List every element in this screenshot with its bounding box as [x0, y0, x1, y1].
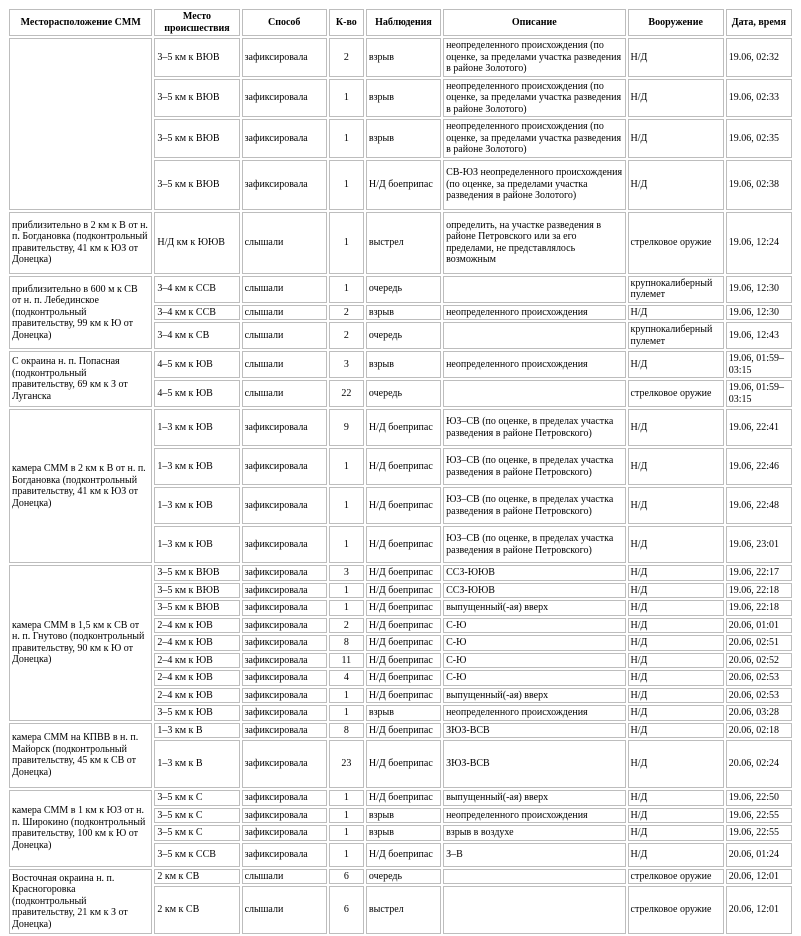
- cell-method: зафиксировала: [242, 448, 327, 485]
- cell-description: С-Ю: [443, 653, 625, 669]
- cell-method: зафиксировала: [242, 808, 327, 824]
- cell-datetime: 20.06, 03:28: [726, 705, 792, 721]
- cell-place: 1–3 км к ЮВ: [154, 409, 239, 446]
- cell-description: ЗЮЗ-ВСВ: [443, 723, 625, 739]
- cell-observation: взрыв: [366, 808, 441, 824]
- cell-datetime: 19.06, 12:43: [726, 322, 792, 349]
- cell-datetime: 20.06, 12:01: [726, 886, 792, 934]
- cell-location: камера СММ в 2 км к В от н. п. Богдановка (подконтрольный правительству, 41 км к ЮЗ от Донецка): [9, 409, 152, 563]
- cell-place: 3–5 км к С: [154, 790, 239, 806]
- cell-weapon: крупнокалиберный пулемет: [628, 276, 724, 303]
- cell-count: 1: [329, 825, 364, 841]
- cell-count: 11: [329, 653, 364, 669]
- cell-weapon: Н/Д: [628, 79, 724, 118]
- cell-method: слышали: [242, 869, 327, 885]
- cell-place: 3–5 км к ВЮВ: [154, 160, 239, 210]
- cell-observation: очередь: [366, 380, 441, 407]
- table-row: [9, 790, 792, 806]
- cell-place: 3–5 км к ВЮВ: [154, 119, 239, 158]
- table-row: [9, 723, 792, 739]
- cell-observation: очередь: [366, 322, 441, 349]
- cell-description: неопределенного происхождения: [443, 305, 625, 321]
- cell-observation: взрыв: [366, 79, 441, 118]
- header-count: К-во: [329, 9, 364, 36]
- cell-place: 4–5 км к ЮВ: [154, 380, 239, 407]
- cell-description: С-Ю: [443, 670, 625, 686]
- cell-datetime: 19.06, 23:01: [726, 526, 792, 563]
- cell-weapon: Н/Д: [628, 119, 724, 158]
- cell-place: 3–5 км к ВЮВ: [154, 565, 239, 581]
- cell-weapon: Н/Д: [628, 653, 724, 669]
- cell-weapon: крупнокалиберный пулемет: [628, 322, 724, 349]
- cell-datetime: 20.06, 02:53: [726, 688, 792, 704]
- table-row: [9, 276, 792, 303]
- cell-method: зафиксировала: [242, 409, 327, 446]
- cell-location: камера СММ в 1,5 км к СВ от н. п. Гнутово (подконтрольный правительству, 90 км к Ю от Донецка): [9, 565, 152, 721]
- cell-description: ССЗ-ЮЮВ: [443, 583, 625, 599]
- cell-count: 2: [329, 618, 364, 634]
- cell-place: 3–4 км к ССВ: [154, 305, 239, 321]
- cell-description: неопределенного происхождения: [443, 705, 625, 721]
- cell-count: 8: [329, 723, 364, 739]
- cell-place: 3–5 км к ВЮВ: [154, 600, 239, 616]
- cell-datetime: 20.06, 02:52: [726, 653, 792, 669]
- cell-method: зафиксировала: [242, 670, 327, 686]
- cell-count: 1: [329, 705, 364, 721]
- cell-place: 2–4 км к ЮВ: [154, 618, 239, 634]
- table-row: [9, 351, 792, 378]
- cell-method: зафиксировала: [242, 79, 327, 118]
- cell-observation: очередь: [366, 869, 441, 885]
- cell-method: зафиксировала: [242, 740, 327, 788]
- cell-location: С окраина н. п. Попасная (подконтрольный правительству, 69 км к З от Луганска: [9, 351, 152, 407]
- cell-count: 3: [329, 565, 364, 581]
- cell-count: 6: [329, 886, 364, 934]
- cell-location: камера СММ в 1 км к ЮЗ от н. п. Широкино (подконтрольный правительству, 100 км к Ю от Донецка): [9, 790, 152, 867]
- cell-description: З–В: [443, 843, 625, 867]
- cell-method: зафиксировала: [242, 790, 327, 806]
- cell-description: [443, 869, 625, 885]
- cell-description: ЗЮЗ-ВСВ: [443, 740, 625, 788]
- cell-count: 1: [329, 526, 364, 563]
- cell-location: [9, 38, 152, 210]
- cell-method: зафиксировала: [242, 825, 327, 841]
- cell-method: зафиксировала: [242, 600, 327, 616]
- cell-count: 1: [329, 448, 364, 485]
- cell-observation: взрыв: [366, 305, 441, 321]
- cell-count: 9: [329, 409, 364, 446]
- cell-weapon: Н/Д: [628, 600, 724, 616]
- cell-description: выпущенный(-ая) вверх: [443, 790, 625, 806]
- cell-method: зафиксировала: [242, 843, 327, 867]
- cell-description: [443, 886, 625, 934]
- table-row: [9, 212, 792, 274]
- cell-description: [443, 276, 625, 303]
- cell-method: слышали: [242, 886, 327, 934]
- cell-count: 1: [329, 212, 364, 274]
- cell-weapon: Н/Д: [628, 670, 724, 686]
- cell-observation: Н/Д боеприпас: [366, 600, 441, 616]
- cell-method: слышали: [242, 351, 327, 378]
- cell-description: ЮЗ–СВ (по оценке, в пределах участка разведения в районе Петровского): [443, 526, 625, 563]
- cell-method: слышали: [242, 322, 327, 349]
- cell-place: 1–3 км к В: [154, 740, 239, 788]
- cell-place: Н/Д км к ЮЮВ: [154, 212, 239, 274]
- cell-place: 3–5 км к ЮВ: [154, 705, 239, 721]
- cell-weapon: стрелковое оружие: [628, 886, 724, 934]
- cell-datetime: 19.06, 22:46: [726, 448, 792, 485]
- cell-count: 6: [329, 869, 364, 885]
- cell-observation: Н/Д боеприпас: [366, 843, 441, 867]
- cell-description: неопределенного происхождения (по оценке, за пределами участка разведения в районе Золотого): [443, 38, 625, 77]
- cell-count: 2: [329, 322, 364, 349]
- cell-place: 2–4 км к ЮВ: [154, 635, 239, 651]
- cell-description: неопределенного происхождения: [443, 808, 625, 824]
- cell-place: 3–5 км к ССВ: [154, 843, 239, 867]
- cell-method: зафиксировала: [242, 38, 327, 77]
- cell-description: ЮЗ–СВ (по оценке, в пределах участка разведения в районе Петровского): [443, 448, 625, 485]
- cell-datetime: 19.06, 12:30: [726, 305, 792, 321]
- cell-description: ЮЗ–СВ (по оценке, в пределах участка разведения в районе Петровского): [443, 409, 625, 446]
- cell-datetime: 19.06, 22:48: [726, 487, 792, 524]
- cell-place: 3–5 км к ВЮВ: [154, 583, 239, 599]
- cell-weapon: Н/Д: [628, 740, 724, 788]
- cell-weapon: Н/Д: [628, 705, 724, 721]
- header-method: Способ: [242, 9, 327, 36]
- cell-weapon: Н/Д: [628, 526, 724, 563]
- cell-description: выпущенный(-ая) вверх: [443, 600, 625, 616]
- cell-datetime: 19.06, 02:33: [726, 79, 792, 118]
- header-place: Место происшествия: [154, 9, 239, 36]
- cell-datetime: 20.06, 12:01: [726, 869, 792, 885]
- cell-datetime: 20.06, 01:24: [726, 843, 792, 867]
- cell-method: зафиксировала: [242, 705, 327, 721]
- cell-datetime: 19.06, 22:41: [726, 409, 792, 446]
- cell-datetime: 19.06, 22:18: [726, 583, 792, 599]
- cell-observation: Н/Д боеприпас: [366, 583, 441, 599]
- cell-place: 1–3 км к ЮВ: [154, 448, 239, 485]
- cell-place: 1–3 км к ЮВ: [154, 526, 239, 563]
- cell-description: неопределенного происхождения (по оценке, за пределами участка разведения в районе Золотого): [443, 119, 625, 158]
- cell-datetime: 19.06, 22:50: [726, 790, 792, 806]
- cell-location: Восточная окраина н. п. Красногоровка (подконтрольный правительству, 21 км к З от Донецка): [9, 869, 152, 935]
- cell-count: 2: [329, 305, 364, 321]
- cell-weapon: Н/Д: [628, 38, 724, 77]
- table-body: [9, 38, 792, 934]
- cell-description: неопределенного происхождения (по оценке, за пределами участка разведения в районе Золотого): [443, 79, 625, 118]
- header-description: Описание: [443, 9, 625, 36]
- cell-count: 1: [329, 688, 364, 704]
- cell-description: взрыв в воздухе: [443, 825, 625, 841]
- header-datetime: Дата, время: [726, 9, 792, 36]
- cell-observation: взрыв: [366, 351, 441, 378]
- cell-description: ЮЗ–СВ (по оценке, в пределах участка разведения в районе Петровского): [443, 487, 625, 524]
- cell-observation: Н/Д боеприпас: [366, 790, 441, 806]
- cell-observation: Н/Д боеприпас: [366, 565, 441, 581]
- cell-description: выпущенный(-ая) вверх: [443, 688, 625, 704]
- table-row: [9, 38, 792, 77]
- cell-place: 2–4 км к ЮВ: [154, 653, 239, 669]
- cell-weapon: Н/Д: [628, 160, 724, 210]
- cell-datetime: 19.06, 22:18: [726, 600, 792, 616]
- ceasefire-violations-table: [7, 7, 794, 936]
- cell-count: 1: [329, 276, 364, 303]
- cell-description: определить, на участке разведения в районе Петровского или за его пределами, не представлялось возможным: [443, 212, 625, 274]
- cell-count: 4: [329, 670, 364, 686]
- cell-method: слышали: [242, 212, 327, 274]
- cell-place: 3–5 км к ВЮВ: [154, 79, 239, 118]
- cell-description: [443, 380, 625, 407]
- cell-datetime: 20.06, 02:51: [726, 635, 792, 651]
- cell-observation: взрыв: [366, 38, 441, 77]
- cell-observation: Н/Д боеприпас: [366, 409, 441, 446]
- cell-datetime: 19.06, 01:59–03:15: [726, 351, 792, 378]
- cell-description: С-Ю: [443, 635, 625, 651]
- cell-place: 3–5 км к ВЮВ: [154, 38, 239, 77]
- cell-count: 22: [329, 380, 364, 407]
- cell-place: 3–4 км к ССВ: [154, 276, 239, 303]
- cell-place: 2–4 км к ЮВ: [154, 670, 239, 686]
- cell-datetime: 20.06, 01:01: [726, 618, 792, 634]
- cell-count: 8: [329, 635, 364, 651]
- cell-place: 2–4 км к ЮВ: [154, 688, 239, 704]
- cell-count: 23: [329, 740, 364, 788]
- cell-description: [443, 322, 625, 349]
- cell-weapon: Н/Д: [628, 448, 724, 485]
- table-header-row: [9, 9, 792, 36]
- cell-weapon: Н/Д: [628, 790, 724, 806]
- header-observation: Наблюдения: [366, 9, 441, 36]
- cell-observation: взрыв: [366, 705, 441, 721]
- cell-method: зафиксировала: [242, 487, 327, 524]
- cell-method: зафиксировала: [242, 653, 327, 669]
- cell-count: 1: [329, 160, 364, 210]
- cell-datetime: 19.06, 01:59–03:15: [726, 380, 792, 407]
- cell-weapon: Н/Д: [628, 635, 724, 651]
- cell-description: ССЗ-ЮЮВ: [443, 565, 625, 581]
- table-row: [9, 409, 792, 446]
- cell-count: 1: [329, 487, 364, 524]
- cell-datetime: 19.06, 22:55: [726, 808, 792, 824]
- cell-weapon: Н/Д: [628, 723, 724, 739]
- cell-place: 1–3 км к ЮВ: [154, 487, 239, 524]
- cell-datetime: 19.06, 02:32: [726, 38, 792, 77]
- cell-location: приблизительно в 2 км к В от н. п. Богдановка (подконтрольный правительству, 41 км к ЮЗ от Донецка): [9, 212, 152, 274]
- cell-weapon: стрелковое оружие: [628, 869, 724, 885]
- cell-count: 1: [329, 79, 364, 118]
- cell-datetime: 19.06, 12:24: [726, 212, 792, 274]
- cell-count: 1: [329, 808, 364, 824]
- cell-observation: Н/Д боеприпас: [366, 670, 441, 686]
- cell-weapon: Н/Д: [628, 808, 724, 824]
- cell-observation: взрыв: [366, 825, 441, 841]
- cell-observation: взрыв: [366, 119, 441, 158]
- cell-weapon: Н/Д: [628, 843, 724, 867]
- cell-datetime: 19.06, 02:38: [726, 160, 792, 210]
- cell-method: зафиксировала: [242, 618, 327, 634]
- cell-description: СВ-ЮЗ неопределенного происхождения (по оценке, за пределами участка разведения в районе Золотого): [443, 160, 625, 210]
- cell-observation: Н/Д боеприпас: [366, 635, 441, 651]
- cell-datetime: 19.06, 22:55: [726, 825, 792, 841]
- table-row: [9, 565, 792, 581]
- cell-observation: выстрел: [366, 886, 441, 934]
- cell-datetime: 20.06, 02:24: [726, 740, 792, 788]
- cell-count: 1: [329, 600, 364, 616]
- cell-observation: Н/Д боеприпас: [366, 526, 441, 563]
- cell-method: зафиксировала: [242, 583, 327, 599]
- cell-observation: Н/Д боеприпас: [366, 740, 441, 788]
- cell-weapon: Н/Д: [628, 409, 724, 446]
- cell-method: зафиксировала: [242, 119, 327, 158]
- cell-datetime: 20.06, 02:18: [726, 723, 792, 739]
- cell-count: 1: [329, 583, 364, 599]
- header-weapon: Вооружение: [628, 9, 724, 36]
- cell-observation: Н/Д боеприпас: [366, 160, 441, 210]
- header-location: Месторасположение СММ: [9, 9, 152, 36]
- cell-description: С-Ю: [443, 618, 625, 634]
- cell-observation: Н/Д боеприпас: [366, 723, 441, 739]
- cell-weapon: Н/Д: [628, 618, 724, 634]
- cell-place: 3–5 км к С: [154, 825, 239, 841]
- cell-method: слышали: [242, 380, 327, 407]
- cell-weapon: стрелковое оружие: [628, 212, 724, 274]
- cell-place: 2 км к СВ: [154, 869, 239, 885]
- cell-weapon: Н/Д: [628, 825, 724, 841]
- cell-weapon: Н/Д: [628, 305, 724, 321]
- cell-observation: Н/Д боеприпас: [366, 688, 441, 704]
- cell-method: слышали: [242, 276, 327, 303]
- cell-method: зафиксировала: [242, 635, 327, 651]
- cell-observation: Н/Д боеприпас: [366, 448, 441, 485]
- cell-datetime: 19.06, 12:30: [726, 276, 792, 303]
- table-row: [9, 869, 792, 885]
- cell-place: 1–3 км к В: [154, 723, 239, 739]
- cell-weapon: Н/Д: [628, 351, 724, 378]
- cell-datetime: 19.06, 22:17: [726, 565, 792, 581]
- cell-count: 1: [329, 119, 364, 158]
- cell-observation: Н/Д боеприпас: [366, 487, 441, 524]
- cell-place: 2 км к СВ: [154, 886, 239, 934]
- cell-observation: выстрел: [366, 212, 441, 274]
- cell-weapon: Н/Д: [628, 565, 724, 581]
- cell-method: зафиксировала: [242, 160, 327, 210]
- cell-method: слышали: [242, 305, 327, 321]
- cell-weapon: Н/Д: [628, 688, 724, 704]
- cell-weapon: Н/Д: [628, 487, 724, 524]
- cell-place: 3–5 км к С: [154, 808, 239, 824]
- cell-observation: Н/Д боеприпас: [366, 618, 441, 634]
- cell-count: 1: [329, 843, 364, 867]
- cell-location: камера СММ на КПВВ в н. п. Майорск (подконтрольный правительству, 45 км к СВ от Донецка): [9, 723, 152, 789]
- cell-count: 3: [329, 351, 364, 378]
- cell-observation: очередь: [366, 276, 441, 303]
- cell-place: 3–4 км к СВ: [154, 322, 239, 349]
- cell-observation: Н/Д боеприпас: [366, 653, 441, 669]
- cell-method: зафиксировала: [242, 526, 327, 563]
- cell-method: зафиксировала: [242, 723, 327, 739]
- cell-weapon: стрелковое оружие: [628, 380, 724, 407]
- cell-method: зафиксировала: [242, 565, 327, 581]
- cell-count: 2: [329, 38, 364, 77]
- cell-datetime: 19.06, 02:35: [726, 119, 792, 158]
- cell-description: неопределенного происхождения: [443, 351, 625, 378]
- cell-method: зафиксировала: [242, 688, 327, 704]
- cell-weapon: Н/Д: [628, 583, 724, 599]
- cell-place: 4–5 км к ЮВ: [154, 351, 239, 378]
- cell-datetime: 20.06, 02:53: [726, 670, 792, 686]
- cell-count: 1: [329, 790, 364, 806]
- cell-location: приблизительно в 600 м к СВ от н. п. Лебединское (подконтрольный правительству, 99 км к Ю от Донецка): [9, 276, 152, 350]
